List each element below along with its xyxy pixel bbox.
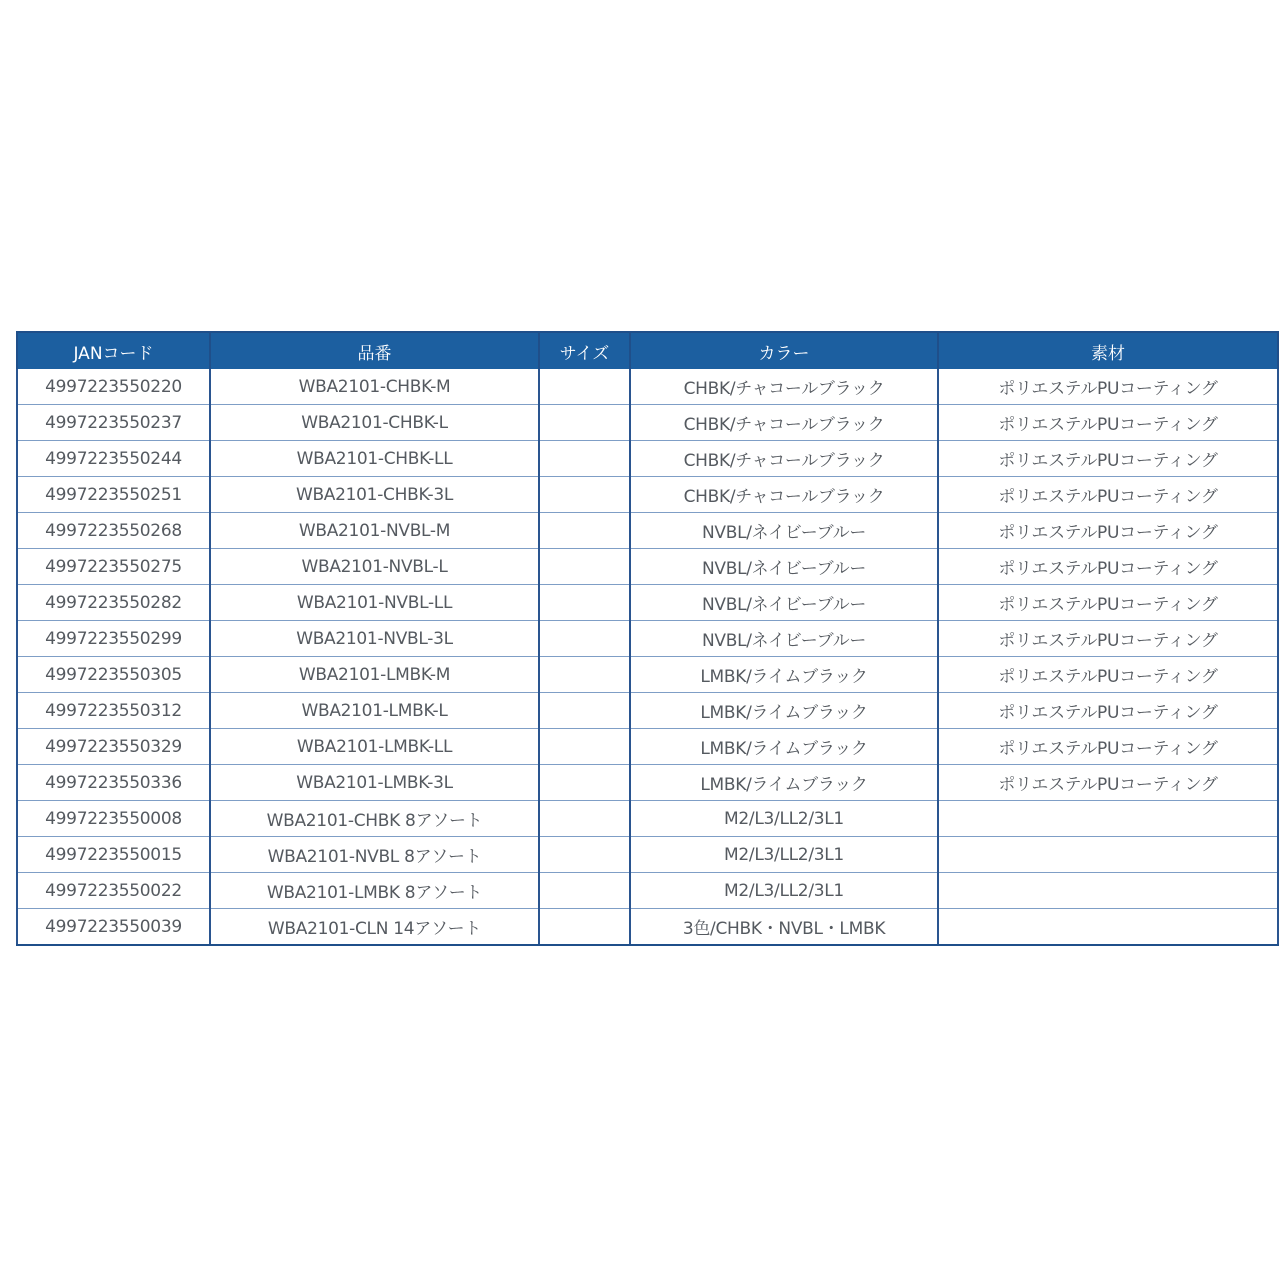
cell-jan-code: 4997223550022 (17, 873, 210, 909)
cell-material: ポリエステルPUコーティング (938, 369, 1278, 405)
cell-part-number: WBA2101-NVBL-LL (210, 585, 539, 621)
table-row (17, 369, 1278, 405)
cell-material (938, 837, 1278, 873)
cell-material: ポリエステルPUコーティング (938, 693, 1278, 729)
cell-jan-code: 4997223550312 (17, 693, 210, 729)
cell-size (539, 405, 630, 441)
cell-part-number: WBA2101-LMBK-L (210, 693, 539, 729)
cell-size (539, 837, 630, 873)
cell-material: ポリエステルPUコーティング (938, 729, 1278, 765)
cell-material: ポリエステルPUコーティング (938, 477, 1278, 513)
cell-color: CHBK/チャコールブラック (630, 477, 938, 513)
cell-part-number: WBA2101-CHBK 8アソート (210, 801, 539, 837)
cell-color: LMBK/ライムブラック (630, 765, 938, 801)
cell-color: NVBL/ネイビーブルー (630, 585, 938, 621)
cell-material (938, 801, 1278, 837)
cell-color: 3色/CHBK・NVBL・LMBK (630, 909, 938, 946)
cell-jan-code: 4997223550220 (17, 369, 210, 405)
cell-jan-code: 4997223550336 (17, 765, 210, 801)
cell-material: ポリエステルPUコーティング (938, 513, 1278, 549)
table-row (17, 621, 1278, 657)
cell-jan-code: 4997223550039 (17, 909, 210, 946)
table-row (17, 549, 1278, 585)
product-spec-table (16, 331, 1279, 946)
cell-size (539, 873, 630, 909)
table-row (17, 657, 1278, 693)
cell-part-number: WBA2101-LMBK-3L (210, 765, 539, 801)
table-row (17, 909, 1278, 946)
cell-size (539, 765, 630, 801)
cell-jan-code: 4997223550282 (17, 585, 210, 621)
cell-jan-code: 4997223550008 (17, 801, 210, 837)
cell-color: CHBK/チャコールブラック (630, 369, 938, 405)
cell-jan-code: 4997223550244 (17, 441, 210, 477)
header-material: 素材 (938, 332, 1278, 369)
table-row (17, 765, 1278, 801)
table-body (17, 369, 1278, 945)
header-color: カラー (630, 332, 938, 369)
header-row (17, 332, 1278, 369)
cell-jan-code: 4997223550305 (17, 657, 210, 693)
table-row (17, 837, 1278, 873)
table-row (17, 441, 1278, 477)
table-row (17, 801, 1278, 837)
cell-part-number: WBA2101-LMBK-M (210, 657, 539, 693)
cell-color: NVBL/ネイビーブルー (630, 513, 938, 549)
table-row (17, 405, 1278, 441)
cell-size (539, 549, 630, 585)
cell-material: ポリエステルPUコーティング (938, 657, 1278, 693)
cell-part-number: WBA2101-LMBK-LL (210, 729, 539, 765)
cell-color: LMBK/ライムブラック (630, 657, 938, 693)
table-row (17, 873, 1278, 909)
cell-jan-code: 4997223550237 (17, 405, 210, 441)
table-row (17, 585, 1278, 621)
cell-jan-code: 4997223550015 (17, 837, 210, 873)
cell-part-number: WBA2101-NVBL-L (210, 549, 539, 585)
cell-part-number: WBA2101-LMBK 8アソート (210, 873, 539, 909)
cell-material: ポリエステルPUコーティング (938, 765, 1278, 801)
header-part-number: 品番 (210, 332, 539, 369)
table-row (17, 477, 1278, 513)
cell-size (539, 585, 630, 621)
cell-material (938, 873, 1278, 909)
cell-part-number: WBA2101-CHBK-LL (210, 441, 539, 477)
cell-color: M2/L3/LL2/3L1 (630, 801, 938, 837)
cell-color: M2/L3/LL2/3L1 (630, 873, 938, 909)
cell-part-number: WBA2101-CHBK-M (210, 369, 539, 405)
cell-color: CHBK/チャコールブラック (630, 405, 938, 441)
cell-color: NVBL/ネイビーブルー (630, 549, 938, 585)
cell-size (539, 621, 630, 657)
cell-jan-code: 4997223550268 (17, 513, 210, 549)
cell-color: M2/L3/LL2/3L1 (630, 837, 938, 873)
cell-jan-code: 4997223550251 (17, 477, 210, 513)
cell-size (539, 693, 630, 729)
cell-part-number: WBA2101-CHBK-3L (210, 477, 539, 513)
cell-material: ポリエステルPUコーティング (938, 585, 1278, 621)
cell-jan-code: 4997223550275 (17, 549, 210, 585)
table-row (17, 729, 1278, 765)
cell-material: ポリエステルPUコーティング (938, 441, 1278, 477)
cell-color: NVBL/ネイビーブルー (630, 621, 938, 657)
cell-part-number: WBA2101-NVBL-M (210, 513, 539, 549)
cell-part-number: WBA2101-NVBL 8アソート (210, 837, 539, 873)
cell-material (938, 909, 1278, 946)
cell-size (539, 477, 630, 513)
cell-material: ポリエステルPUコーティング (938, 405, 1278, 441)
cell-color: LMBK/ライムブラック (630, 729, 938, 765)
header-size: サイズ (539, 332, 630, 369)
cell-jan-code: 4997223550329 (17, 729, 210, 765)
cell-size (539, 513, 630, 549)
table-header (17, 332, 1278, 369)
table-row (17, 513, 1278, 549)
cell-size (539, 909, 630, 946)
table-row (17, 693, 1278, 729)
cell-color: CHBK/チャコールブラック (630, 441, 938, 477)
cell-part-number: WBA2101-NVBL-3L (210, 621, 539, 657)
cell-material: ポリエステルPUコーティング (938, 621, 1278, 657)
header-jan-code: JANコード (17, 332, 210, 369)
cell-color: LMBK/ライムブラック (630, 693, 938, 729)
cell-jan-code: 4997223550299 (17, 621, 210, 657)
cell-size (539, 657, 630, 693)
cell-size (539, 441, 630, 477)
cell-material: ポリエステルPUコーティング (938, 549, 1278, 585)
cell-size (539, 729, 630, 765)
cell-part-number: WBA2101-CLN 14アソート (210, 909, 539, 946)
cell-part-number: WBA2101-CHBK-L (210, 405, 539, 441)
cell-size (539, 801, 630, 837)
cell-size (539, 369, 630, 405)
